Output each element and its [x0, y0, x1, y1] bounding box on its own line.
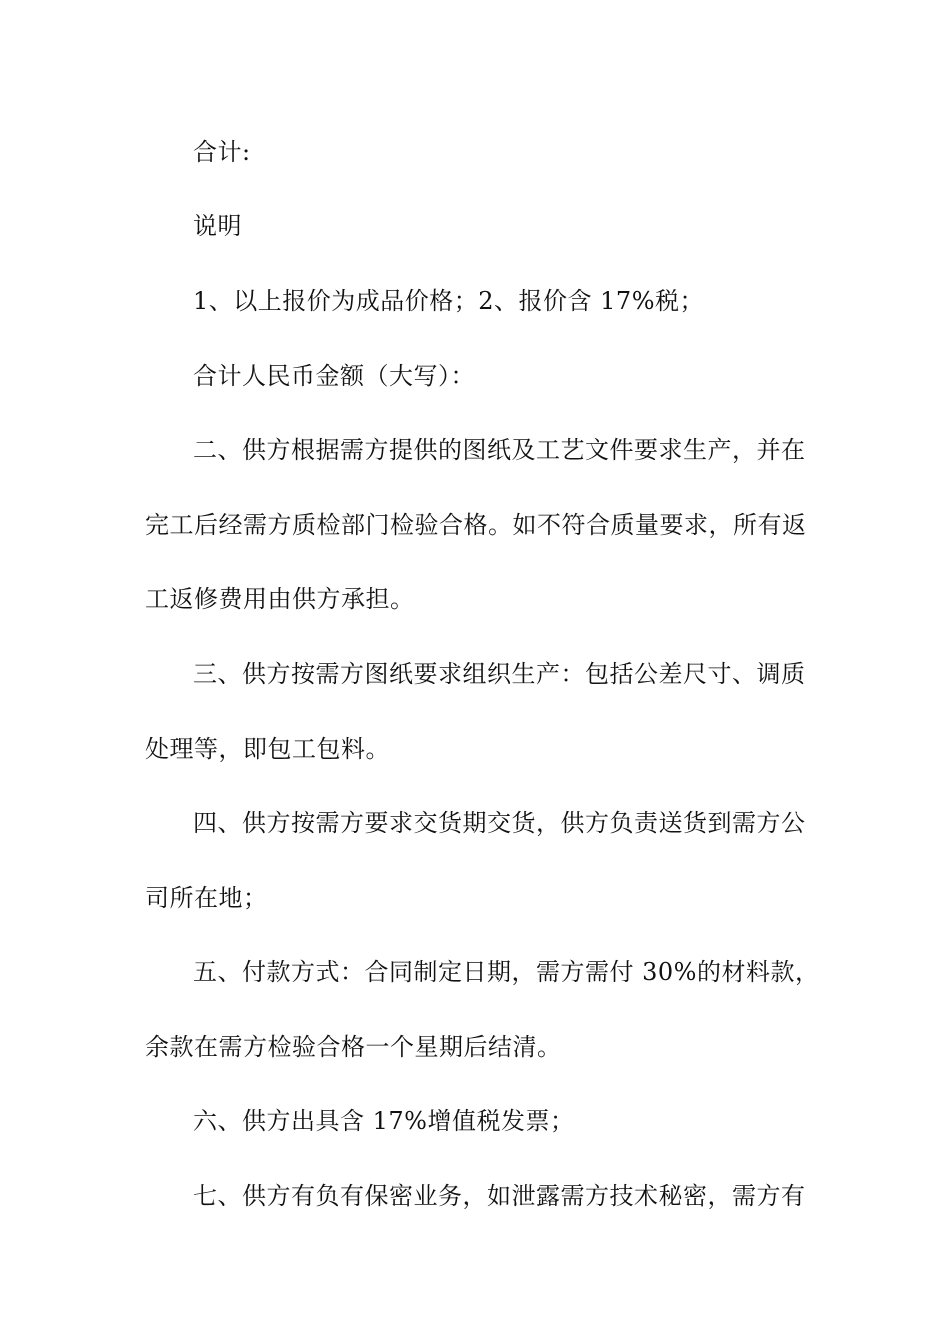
clause-5-line-2: 余款在需方检验合格一个星期后结清。 — [145, 1033, 562, 1061]
clause-2-line-3: 工返修费用由供方承担。 — [145, 585, 415, 613]
clause-7-line-1: 七、供方有负有保密业务，如泄露需方技术秘密，需方有 — [193, 1182, 806, 1210]
total-amount-label: 合计人民币金额（大写）： — [193, 362, 475, 390]
notes-item: 1、以上报价为成品价格；2、报价含 17%税； — [193, 287, 705, 315]
clause-4-line-1: 四、供方按需方要求交货期交货，供方负责送货到需方公 — [193, 809, 806, 837]
clause-6-line-1: 六、供方出具含 17%增值税发票； — [193, 1107, 575, 1135]
clause-3-line-2: 处理等，即包工包料。 — [145, 735, 390, 763]
clause-4-line-2: 司所在地； — [145, 884, 268, 912]
clause-2-line-1: 二、供方根据需方提供的图纸及工艺文件要求生产，并在 — [193, 436, 806, 464]
total-label: 合计: — [193, 138, 251, 166]
notes-heading: 说明 — [193, 212, 242, 240]
clause-3-line-1: 三、供方按需方图纸要求组织生产：包括公差尺寸、调质 — [193, 660, 806, 688]
clause-2-line-2: 完工后经需方质检部门检验合格。如不符合质量要求，所有返 — [145, 511, 807, 539]
clause-5-line-1: 五、付款方式：合同制定日期，需方需付 30%的材料款， — [193, 958, 820, 986]
